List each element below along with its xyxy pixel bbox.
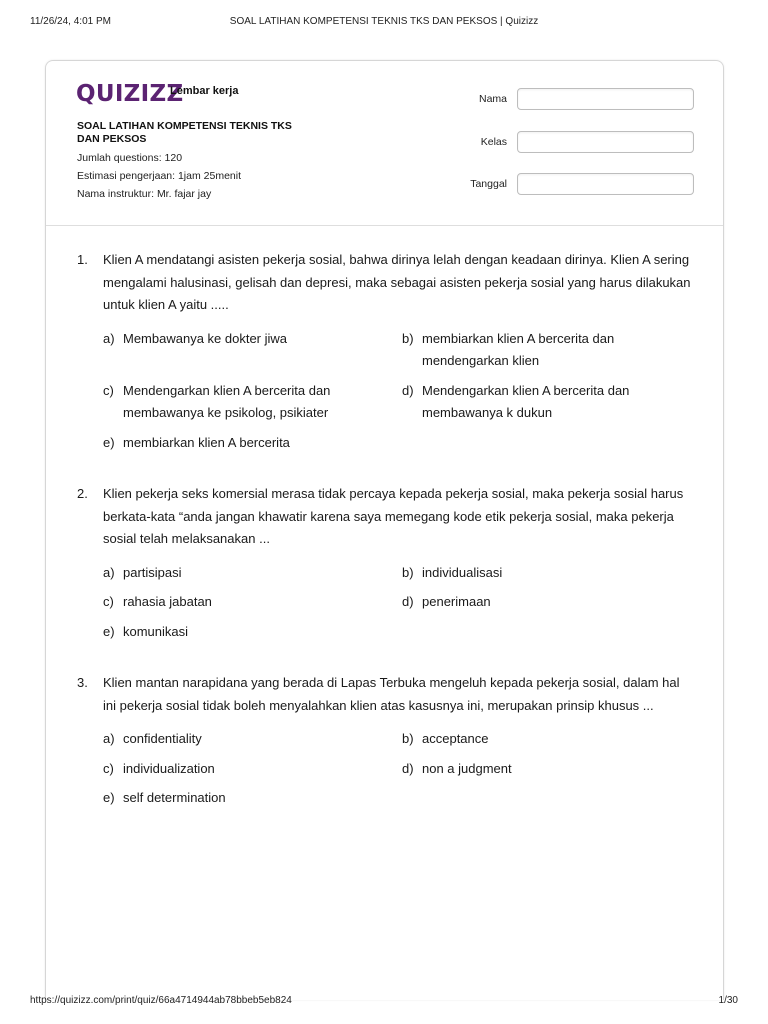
option-letter: e) [103, 790, 115, 805]
print-datetime: 11/26/24, 4:01 PM [30, 16, 111, 27]
question-count: Jumlah questions: 120 [77, 152, 183, 164]
question-number: 3. [77, 675, 88, 690]
question-number: 2. [77, 486, 88, 501]
option-letter: b) [402, 731, 414, 746]
option-letter: a) [103, 731, 115, 746]
print-url: https://quizizz.com/print/quiz/66a4714944ab78bbeb5eb824 [30, 995, 292, 1006]
answer-option [103, 591, 402, 614]
quiz-title: SOAL LATIHAN KOMPETENSI TEKNIS TKS DAN PEKSOS [77, 120, 292, 145]
print-page-title: SOAL LATIHAN KOMPETENSI TEKNIS TKS DAN PEKSOS | Quizizz [229, 16, 539, 27]
answer-options [103, 328, 695, 455]
question-text: Klien mantan narapidana yang berada di Lapas Terbuka mengeluh kepada pekerja sosial, dalam hal ini pekerja sosial tidak boleh menyalahkan klien atas kasusnya ini, merupakan prinsip khusus ... [103, 675, 680, 713]
answer-option [103, 562, 402, 585]
option-letter: c) [103, 594, 114, 609]
option-letter: b) [402, 564, 414, 580]
question-list [46, 249, 723, 810]
page-number: 1/30 [718, 995, 738, 1006]
option-text: individualization [123, 760, 215, 776]
option-text: partisipasi [123, 564, 182, 580]
answer-option [103, 621, 402, 644]
option-text: Mendengarkan klien A bercerita dan membawanya k dukun [422, 382, 630, 420]
option-text: self determination [123, 790, 226, 805]
option-letter: d) [402, 382, 414, 398]
option-text: rahasia jabatan [123, 594, 212, 609]
logo-text: QUIZIZZ [76, 81, 184, 107]
class-label: Kelas [480, 136, 507, 148]
option-text: confidentiality [123, 731, 202, 746]
answer-option [402, 380, 672, 425]
answer-option [103, 328, 402, 373]
date-label: Tanggal [470, 178, 507, 190]
answer-options [103, 562, 695, 644]
print-footer [30, 995, 738, 1009]
worksheet-header [46, 61, 723, 226]
question-item [46, 483, 723, 643]
option-text: membiarkan klien A bercerita dan mendengarkan klien [422, 330, 615, 368]
option-letter: a) [103, 330, 115, 346]
answer-option [103, 787, 402, 810]
option-letter: b) [402, 330, 414, 346]
option-text: non a judgment [422, 760, 512, 776]
option-text: individualisasi [422, 564, 503, 580]
answer-option [103, 432, 402, 455]
print-header [30, 16, 738, 30]
question-text: Klien A mendatangi asisten pekerja sosial, bahwa dirinya lelah dengan keadaan dirinya. Klien A sering mengalami halusinasi, gelisah dan depresi, maka sebagai asisten pekerja sosial yang harus dilakukan untuk klien A yaitu ..... [103, 252, 691, 312]
option-text: penerimaan [422, 594, 491, 609]
answer-option [103, 380, 402, 425]
answer-option [103, 758, 402, 781]
option-text: Membawanya ke dokter jiwa [123, 330, 288, 346]
class-field[interactable] [517, 131, 694, 153]
option-text: komunikasi [123, 623, 189, 639]
answer-option [103, 728, 402, 751]
option-letter: e) [103, 623, 115, 639]
answer-option [402, 591, 672, 614]
question-text: Klien pekerja seks komersial merasa tidak percaya kepada pekerja sosial, maka pekerja sosial harus berkata-kata “anda jangan khawatir karena saya memegang kode etik pekerja sosial, maka pekerja sosial telah melaksanakan ... [103, 486, 684, 546]
option-letter: e) [103, 434, 115, 450]
question-item [46, 672, 723, 810]
option-letter: c) [103, 760, 114, 776]
option-letter: c) [103, 382, 114, 398]
name-label: Nama [478, 93, 507, 105]
name-field[interactable] [517, 88, 694, 110]
quizizz-logo [76, 81, 183, 107]
option-letter: a) [103, 564, 115, 580]
option-text: membiarkan klien A bercerita [123, 434, 290, 450]
answer-option [402, 328, 672, 373]
option-text: acceptance [422, 731, 489, 746]
answer-option [402, 562, 672, 585]
date-field[interactable] [517, 173, 694, 195]
option-letter: d) [402, 594, 414, 609]
answer-option [402, 758, 672, 781]
worksheet-label: Lembar kerja [170, 85, 239, 97]
instructor-name: Nama instruktur: Mr. fajar jay [77, 188, 212, 200]
time-estimate: Estimasi pengerjaan: 1jam 25menit [77, 170, 242, 182]
answer-option [402, 728, 672, 751]
worksheet [45, 60, 724, 1000]
question-number: 1. [77, 252, 88, 267]
answer-options [103, 728, 695, 810]
question-item [46, 249, 723, 454]
option-letter: d) [402, 760, 414, 776]
option-text: Mendengarkan klien A bercerita dan membawanya ke psikolog, psikiater [123, 382, 331, 420]
